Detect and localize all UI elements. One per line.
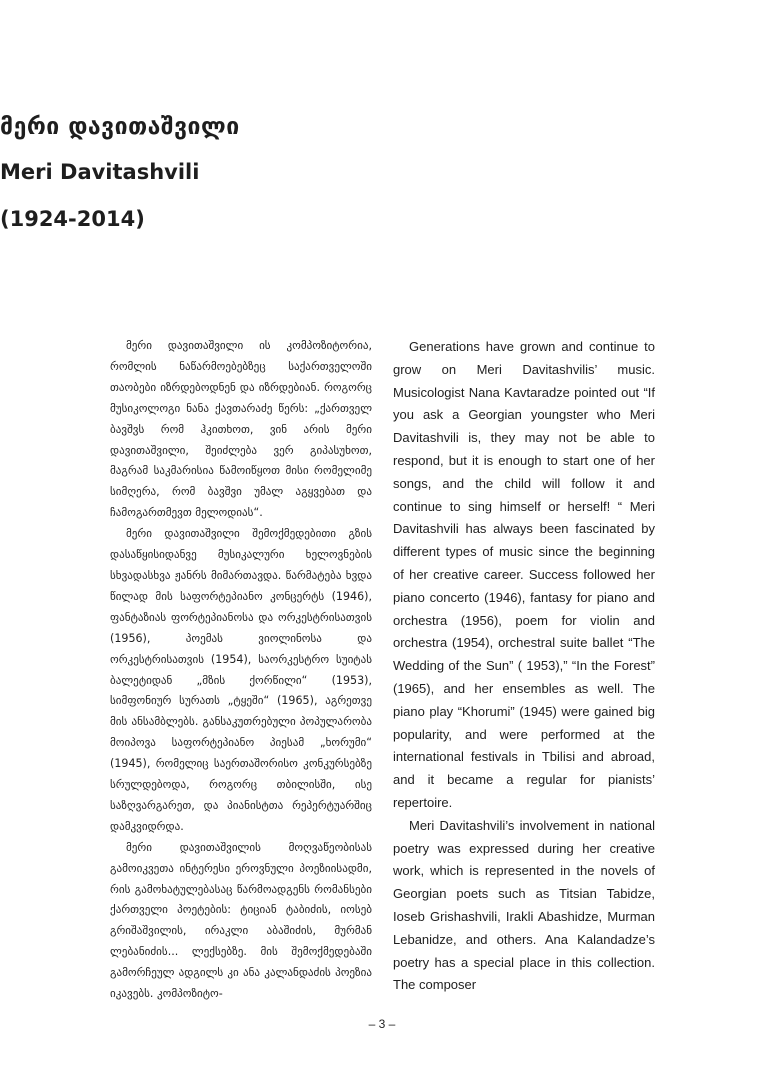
- georgian-paragraph-1: მერი დავითაშვილი ის კომპოზიტორია, რომლის ნაწარმოებებზეც საქართველოში თაობები იზრდებოდნენ და იზრდებიან. როგორც მუსიკოლოგი ნანა ქავთარაძე წერს: „ქართველ ბავშვს რომ ჰკითხოთ, ვინ არის მერი დავითაშვილი, შეიძლება ვერ გიპასუხოთ, მაგრამ საკმარისია წამოიწყოთ მისი რომელიმე სიმღერა, რომ ბავშვი უმალ აგყვებათ და ჩამოგართმევთ მელოდიას“.: [110, 339, 372, 520]
- page-number: – 3 –: [368, 1017, 396, 1031]
- english-paragraph-1: Generations have grown and continue to grow on Meri Davitashvilis’ music. Musicologist Nana Kavtaradze pointed out “If you ask a Georgian youngster who Meri Davitashvili is, they may not be able to respond, but it is enough to start one of her songs, and the child will follow it and continue to sing himself or herself! “ Meri Davitashvili has always been fascinated by different types of music since the beginning of her creative career. Success followed her piano concerto (1946), fantasy for piano and orchestra (1956), poem for violin and orchestra (1954), orchestral suite ballet “The Wedding of the Sun” ( 1953),” “In the Forest” (1965), and her ensembles as well. The piano play “Khorumi” (1945) were gained big popularity, and were performed at the international festivals in Tbilisi and abroad, and it became a regular for pianists’ repertoire.: [393, 339, 655, 810]
- life-years: (1924-2014): [0, 207, 145, 231]
- english-paragraph-2: Meri Davitashvili’s involvement in national poetry was expressed during her creative work, which is represented in the novels of Georgian poets such as Titsian Tabidze, Ioseb Grishashvili, Irakli Abashidze, Murman Lebanidze, and others. Ana Kalandadze’s poetry has a special place in this collection. The composer: [393, 817, 655, 993]
- georgian-text-column: [110, 336, 372, 1005]
- english-text-column: [393, 336, 655, 997]
- title-english: Meri Davitashvili: [0, 160, 200, 184]
- title-georgian: მერი დავითაშვილი: [0, 114, 240, 140]
- georgian-paragraph-2: მერი დავითაშვილი შემოქმედებითი გზის დასაწყისიდანვე მუსიკალური ხელოვნების სხვადასხვა ჟანრს მიმართავდა. წარმატება ხვდა წილად მის საფორტეპიანო კონცერტს (1946), ფანტაზიას ფორტეპიანოსა და ორკესტრისათვის (1956), პოემას ვიოლინოსა და ორკესტრისათვის (1954), საორკესტრო სუიტას ბალეტიდან „მზის ქორწილი“ (1953), სიმფონიურ სურათს „ტყეში“ (1965), აგრეთვე მის ანსამბლებს. განსაკუთრებული პოპულარობა მოიპოვა საფორტეპიანო პიესამ „ხორუმი“ (1945), რომელიც საერთაშორისო კონკურსებზე სრულდებოდა, როგორც თბილისში, ისე საზღვარგარეთ, და პიანისტთა რეპერტუარშიც დამკვიდრდა.: [110, 527, 372, 833]
- georgian-paragraph-3: მერი დავითაშვილის მოღვაწეობისას გამოიკვეთა ინტერესი ეროვნული პოეზიისადმი, რის გამოხატულებასაც წარმოადგენს რომანსები ქართველი პოეტების: ტიციან ტაბიძის, იოსებ გრიშაშვილის, ირაკლი აბაშიძის, მურმან ლებანიძის... ლექსებზე. მის შემოქმედებაში გამორჩეულ ადგილს კი ანა კალანდაძის პოეზია იკავებს. კომპოზიტო-: [110, 840, 372, 1001]
